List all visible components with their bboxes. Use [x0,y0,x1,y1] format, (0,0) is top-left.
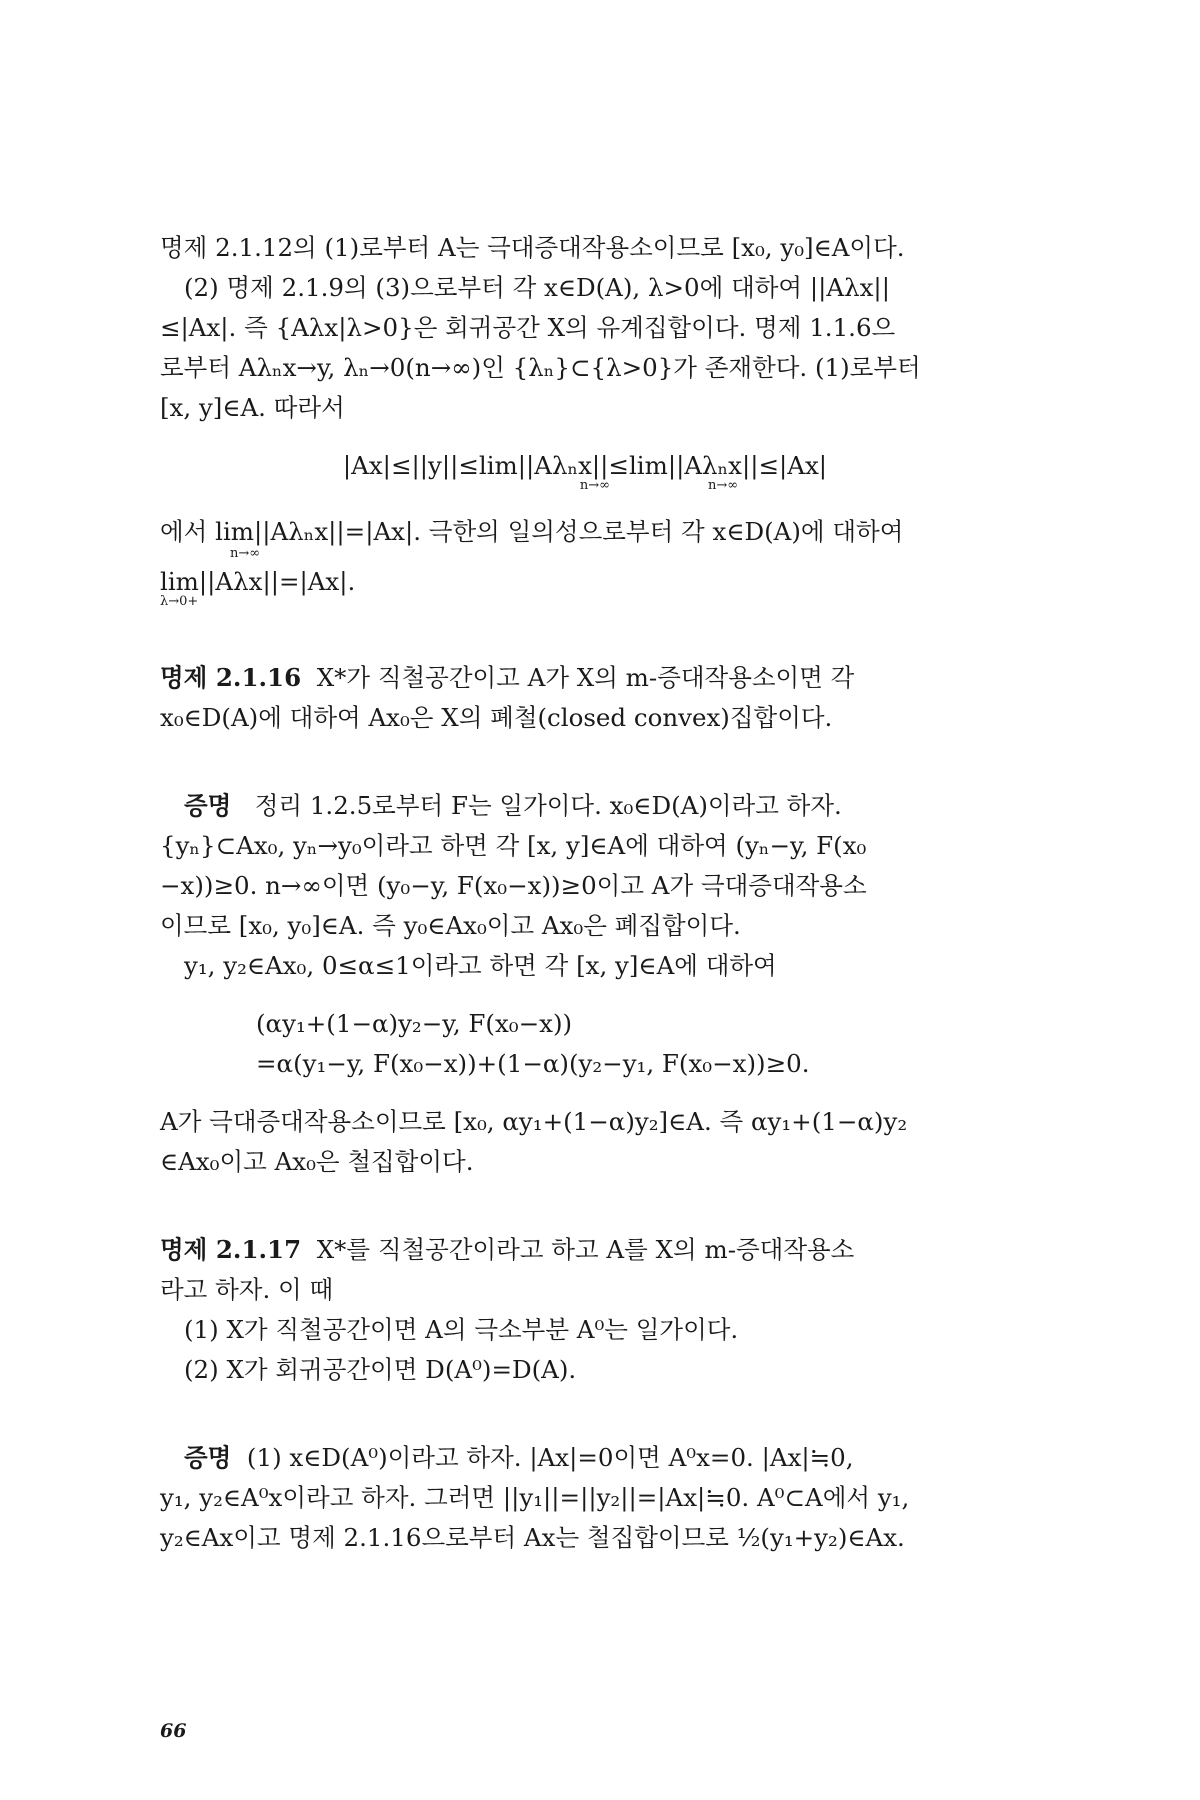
text-line: 로부터 Aλₙx→y, λₙ→0(n→∞)인 {λₙ}⊂{λ>0}가 존재한다. (1)로부터 [160,353,921,382]
equation-line: (αy₁+(1−α)y₂−y, F(x₀−x)) [256,1009,573,1038]
limit-subscript: n→∞ [708,478,739,493]
proof-1 [160,786,1040,826]
text-line: ∈Ax₀이고 Ax₀은 철집합이다. [160,1147,474,1176]
text-line: ≤|Ax|. 즉 {Aλx|λ>0}은 회귀공간 X의 유계집합이다. 명제 1.1.6으 [160,313,896,342]
page-body [160,228,1040,1558]
text-line: (1) x∈D(A⁰)이라고 하자. |Ax|=0이면 A⁰x=0. |Ax|≒0, [246,1443,854,1472]
text-line: lim||Aλx||=|Ax|. [160,567,356,596]
text-line: X*를 직철공간이라고 하고 A를 X의 m-증대작용소 [316,1235,855,1264]
text-line: {yₙ}⊂Ax₀, yₙ→y₀이라고 하면 각 [x, y]∈A에 대하여 (yₙ−y, F(x₀ [160,831,867,860]
text-line: y₁, y₂∈A⁰x이라고 하자. 그러면 ||y₁||=||y₂||=|Ax|≒0. A⁰⊂A에서 y₁, [160,1483,910,1512]
text-line: A가 극대증대작용소이므로 [x₀, αy₁+(1−α)y₂]∈A. 즉 αy₁+(1−α)y₂ [160,1107,908,1136]
equation-block [160,1004,1040,1084]
text-line: 에서 lim||Aλₙx||=|Ax|. 극한의 일의성으로부터 각 x∈D(A)에 대하여 [160,517,904,546]
text-line: 정리 1.2.5로부터 F는 일가이다. x₀∈D(A)이라고 하자. [254,791,842,820]
text-line: X*가 직철공간이고 A가 X의 m-증대작용소이면 각 [316,663,855,692]
text-line: x₀∈D(A)에 대하여 Ax₀은 X의 폐철(closed convex)집합이다. [160,703,833,732]
text-line: y₁, y₂∈Ax₀, 0≤α≤1이라고 하면 각 [x, y]∈A에 대하여 [184,951,777,980]
limit-subscript: n→∞ [579,478,610,493]
proof-heading: 증명 [184,791,232,820]
proposition-2-1-16 [160,658,1040,698]
proof-heading: 증명 [184,1443,232,1472]
display-inequality: |Ax|≤||y||≤lim||Aλₙx||≤lim||Aλₙx||≤|Ax| [342,451,828,480]
equation-line: =α(y₁−y, F(x₀−x))+(1−α)(y₂−y₁, F(x₀−x))≥0. [256,1049,810,1078]
text-line: [x, y]∈A. 따라서 [160,393,345,422]
text-line: (2) 명제 2.1.9의 (3)으로부터 각 x∈D(A), λ>0에 대하여 ||Aλx|| [184,273,890,302]
text-line: (1) X가 직철공간이면 A의 극소부분 A⁰는 일가이다. [184,1315,739,1344]
proposition-2-1-17 [160,1230,1040,1270]
proposition-heading: 명제 2.1.16 [160,663,302,692]
proposition-heading: 명제 2.1.17 [160,1235,302,1264]
page-number: 66 [160,1720,187,1742]
text-line: −x))≥0. n→∞이면 (y₀−y, F(x₀−x))≥0이고 A가 극대증대작용소 [160,871,867,900]
text-line: (2) X가 회귀공간이면 D(A⁰)=D(A). [184,1355,577,1384]
proof-2 [160,1438,1040,1478]
text-line: 라고 하자. 이 때 [160,1275,334,1304]
text-line: 명제 2.1.12의 (1)로부터 A는 극대증대작용소이므로 [x₀, y₀]∈A이다. [160,233,905,262]
text-line: y₂∈Ax이고 명제 2.1.16으로부터 Ax는 철집합이므로 ½(y₁+y₂)∈Ax. [160,1523,905,1552]
limit-subscript: λ→0+ [160,594,199,609]
limit-subscript: n→∞ [230,546,261,561]
text-line: 이므로 [x₀, y₀]∈A. 즉 y₀∈Ax₀이고 Ax₀은 폐집합이다. [160,911,741,940]
